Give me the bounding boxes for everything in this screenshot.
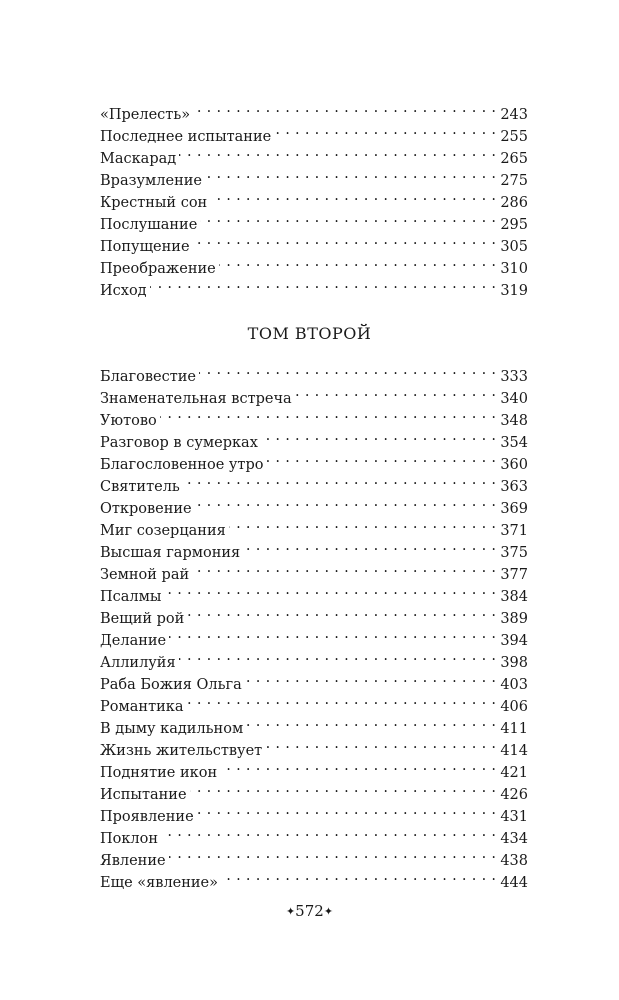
toc-entry-title: Знаменательная встреча — [100, 391, 292, 407]
toc-dot-leader — [193, 229, 497, 251]
toc-dot-leader — [220, 755, 496, 777]
toc-entry-page: 354 — [500, 435, 528, 451]
toc-dot-leader — [199, 359, 496, 381]
toc-entry-page: 403 — [500, 677, 528, 693]
toc-entry-title: Поднятие икон — [100, 765, 218, 781]
toc-entry-page: 275 — [500, 173, 528, 189]
toc-entry-page: 444 — [500, 875, 528, 891]
page-number-footer — [0, 900, 619, 923]
toc-dot-leader — [169, 623, 496, 645]
toc-dot-leader — [193, 97, 496, 119]
toc-dot-leader — [161, 821, 496, 843]
toc-entry-page: 389 — [500, 611, 528, 627]
toc-entry-page: 333 — [500, 369, 528, 385]
ornament-left-icon: ✦ — [285, 905, 296, 918]
toc-entry-page: 426 — [500, 787, 528, 803]
toc-dot-leader — [179, 141, 496, 163]
toc-entry-page: 406 — [500, 699, 528, 715]
toc-entry — [100, 359, 528, 385]
section-heading: ТОМ ВТОРОЙ — [247, 324, 372, 343]
toc-entry — [100, 273, 528, 299]
toc-entry-page: 421 — [500, 765, 528, 781]
toc-entry-page: 243 — [500, 107, 528, 123]
toc-entry-title: Вещий рой — [100, 611, 185, 627]
toc-dot-leader — [192, 557, 496, 579]
toc-entry-page: 371 — [500, 523, 528, 539]
toc-entry-title: Псалмы — [100, 589, 162, 605]
toc-entry-page: 305 — [500, 239, 528, 255]
toc-dot-leader — [200, 207, 496, 229]
toc-part-two — [100, 359, 528, 891]
toc-entry-page: 310 — [500, 261, 528, 277]
toc-entry-page: 340 — [500, 391, 528, 407]
toc-entry-title: Земной рай — [100, 567, 190, 583]
toc-entry — [100, 579, 528, 605]
toc-dot-leader — [274, 119, 496, 141]
toc-entry-title: Откровение — [100, 501, 192, 517]
toc-entry-page: 414 — [500, 743, 528, 759]
toc-dot-leader — [210, 185, 496, 207]
toc-entry-page: 348 — [500, 413, 528, 429]
toc-entry-title: Явление — [100, 853, 166, 869]
toc-dot-leader — [266, 447, 496, 469]
toc-entry-page: 411 — [500, 721, 528, 737]
toc-entry-page: 377 — [500, 567, 528, 583]
toc-dot-leader — [169, 843, 497, 865]
toc-entry-title: Послушание — [100, 217, 198, 233]
toc-entry-page: 286 — [500, 195, 528, 211]
toc-dot-leader — [183, 469, 497, 491]
toc-entry-title: Уютово — [100, 413, 157, 429]
toc-entry-page: 398 — [500, 655, 528, 671]
toc-entry-title: Жизнь жительствует — [100, 743, 263, 759]
toc-dot-leader — [186, 689, 496, 711]
toc-dot-leader — [245, 667, 497, 689]
toc-entry-page: 438 — [500, 853, 528, 869]
toc-entry-title: Разговор в сумерках — [100, 435, 258, 451]
page-number: 572 — [295, 902, 324, 920]
toc-entry — [100, 97, 528, 123]
toc-entry-title: Поклон — [100, 831, 159, 847]
toc-entry-page: 384 — [500, 589, 528, 605]
toc-entry-title: Последнее испытание — [100, 129, 272, 145]
toc-entry-page: 369 — [500, 501, 528, 517]
toc-entry-title: Святитель — [100, 479, 180, 495]
toc-entry-title: Крестный сон — [100, 195, 208, 211]
toc-entry — [100, 843, 528, 869]
toc-entry-title: Миг созерцания — [100, 523, 226, 539]
toc-entry — [100, 821, 528, 847]
toc-entry-title: Еще «явление» — [100, 875, 219, 891]
toc-entry-title: Маскарад — [100, 151, 177, 167]
toc-entry-page: 394 — [500, 633, 528, 649]
toc-dot-leader — [243, 535, 496, 557]
toc-entry-title: Благовестие — [100, 369, 196, 385]
toc-entry-title: Делание — [100, 633, 167, 649]
toc-entry-page: 319 — [500, 283, 528, 299]
toc-entry-title: Высшая гармония — [100, 545, 241, 561]
toc-dot-leader — [261, 425, 496, 447]
toc-dot-leader — [195, 491, 497, 513]
toc-entry-page: 375 — [500, 545, 528, 561]
toc-entry-title: Романтика — [100, 699, 184, 715]
toc-entry-title: Благословенное утро — [100, 457, 264, 473]
toc-dot-leader — [164, 579, 496, 601]
toc-entry-page: 360 — [500, 457, 528, 473]
toc-dot-leader — [190, 777, 497, 799]
toc-entry-title: Аллилуйя — [100, 655, 176, 671]
toc-entry — [100, 425, 528, 451]
toc-dot-leader — [160, 403, 497, 425]
toc-dot-leader — [150, 273, 497, 295]
toc-entry-page: 434 — [500, 831, 528, 847]
toc-entry-title: «Прелесть» — [100, 107, 191, 123]
toc-entry-title: Исход — [100, 283, 147, 299]
toc-dot-leader — [205, 163, 496, 185]
ornament-right-icon: ✦ — [323, 905, 334, 918]
toc-dot-leader — [187, 601, 496, 623]
toc-entry-title: Попущение — [100, 239, 190, 255]
toc-entry-page: 431 — [500, 809, 528, 825]
toc-entry-title: Раба Божия Ольга — [100, 677, 242, 693]
toc-entry-title: Вразумление — [100, 173, 203, 189]
toc-entry-page: 265 — [500, 151, 528, 167]
toc-entry — [100, 403, 528, 429]
toc-entry-page: 363 — [500, 479, 528, 495]
toc-dot-leader — [265, 733, 496, 755]
toc-dot-leader — [221, 865, 496, 887]
toc-entry-title: Преображение — [100, 261, 216, 277]
toc-entry-page: 295 — [500, 217, 528, 233]
toc-entry-title: Испытание — [100, 787, 187, 803]
toc-dot-leader — [179, 645, 497, 667]
toc-entry-page: 255 — [500, 129, 528, 145]
toc-dot-leader — [229, 513, 497, 535]
toc-dot-leader — [197, 799, 497, 821]
toc-dot-leader — [219, 251, 497, 273]
toc-entry-title: В дыму кадильном — [100, 721, 244, 737]
toc-dot-leader — [295, 381, 497, 403]
toc-dot-leader — [246, 711, 496, 733]
toc-entry-title: Проявление — [100, 809, 194, 825]
toc-part-one — [100, 97, 528, 299]
